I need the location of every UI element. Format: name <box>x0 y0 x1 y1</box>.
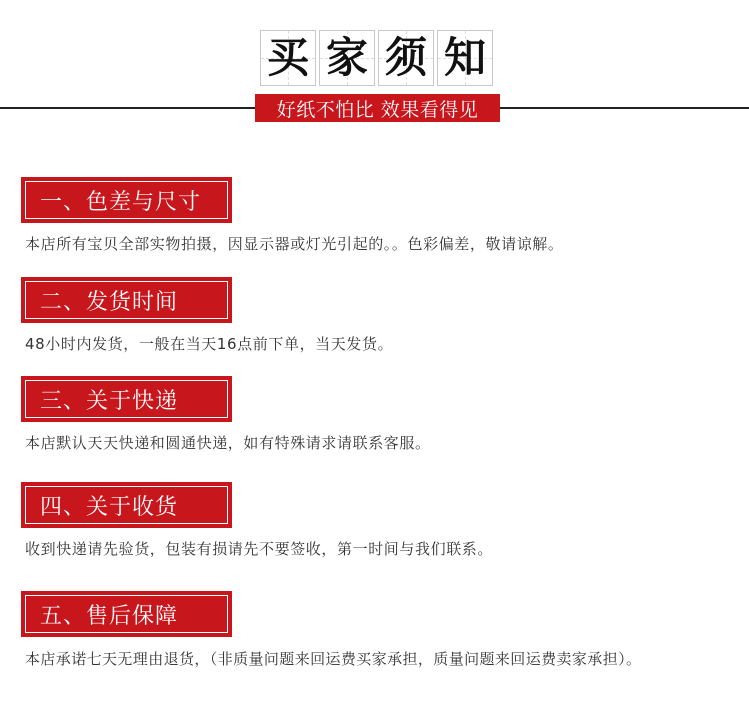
title-char-2 <box>319 30 375 86</box>
section-heading: 三、关于快递 <box>25 380 228 418</box>
section-heading: 五、售后保障 <box>25 595 228 633</box>
section-after-sales <box>21 591 642 668</box>
section-heading-box <box>21 376 232 422</box>
section-heading: 四、关于收货 <box>25 486 228 524</box>
section-heading-box <box>21 177 232 223</box>
section-heading-box <box>21 482 232 528</box>
title-char-1-text: 买 <box>266 33 309 82</box>
title-char-4 <box>437 30 493 86</box>
page-title <box>260 30 493 88</box>
section-courier <box>21 376 431 452</box>
section-body: 本店默认天天快递和圆通快递，如有特殊请求请联系客服。 <box>25 434 431 452</box>
title-char-3 <box>378 30 434 86</box>
section-color-size <box>21 177 564 253</box>
section-body: 48小时内发货，一般在当天16点前下单，当天发货。 <box>25 335 394 353</box>
section-shipping-time <box>21 277 394 353</box>
section-heading: 二、发货时间 <box>25 281 228 319</box>
section-heading: 一、色差与尺寸 <box>25 181 228 219</box>
section-body: 本店所有宝贝全部实物拍摄，因显示器或灯光引起的。。色彩偏差，敬请谅解。 <box>25 235 564 253</box>
subtitle-banner: 好纸不怕比 效果看得见 <box>255 94 500 122</box>
section-body: 收到快递请先验货，包装有损请先不要签收，第一时间与我们联系。 <box>25 540 494 558</box>
title-char-3-text: 须 <box>384 33 427 82</box>
section-heading-box <box>21 591 232 637</box>
title-char-1 <box>260 30 316 86</box>
section-receiving <box>21 482 494 558</box>
title-char-2-text: 家 <box>325 33 368 82</box>
section-body: 本店承诺七天无理由退货，（非质量问题来回运费买家承担，质量问题来回运费卖家承担）。 <box>25 650 642 668</box>
section-heading-box <box>21 277 232 323</box>
title-char-4-text: 知 <box>443 33 486 82</box>
